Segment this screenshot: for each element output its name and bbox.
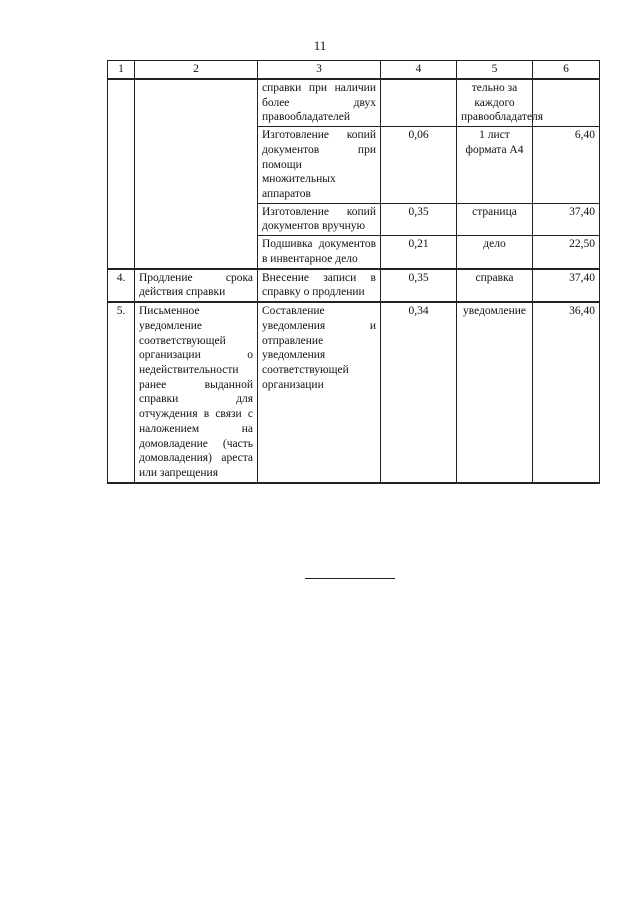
work-description: справки при наличии более двух правообладателей (258, 79, 381, 127)
work-description: Подшивка документов в инвентарное дело (258, 236, 381, 269)
unit-of-measure: страница (457, 203, 533, 235)
time-rate: 0,35 (381, 203, 457, 235)
price: 22,50 (533, 236, 600, 269)
unit-of-measure: тельно за каждого правообладателя (457, 79, 533, 127)
unit-of-measure: справка (457, 269, 533, 302)
row-number: 4. (108, 269, 135, 302)
work-description: Изготовление копий документов вручную (258, 203, 381, 235)
time-rate: 0,21 (381, 236, 457, 269)
table-row (108, 302, 600, 483)
time-rate (381, 79, 457, 127)
service-name (135, 79, 258, 127)
row-number (108, 236, 135, 269)
column-header: 6 (533, 61, 600, 80)
table-header-row (108, 61, 600, 80)
row-number (108, 79, 135, 127)
time-rate: 0,35 (381, 269, 457, 302)
price: 37,40 (533, 269, 600, 302)
price: 6,40 (533, 127, 600, 204)
unit-of-measure: 1 лист формата А4 (457, 127, 533, 204)
page-number: 11 (313, 38, 327, 53)
service-name (135, 236, 258, 269)
tariff-table (107, 60, 600, 484)
price: 37,40 (533, 203, 600, 235)
row-number (108, 127, 135, 204)
service-name (135, 127, 258, 204)
time-rate: 0,06 (381, 127, 457, 204)
time-rate: 0,34 (381, 302, 457, 483)
work-description: Изготовление копий документов при помощи множительных аппаратов (258, 127, 381, 204)
end-of-document-rule (305, 578, 395, 579)
row-number (108, 203, 135, 235)
table-row (108, 203, 600, 235)
column-header: 2 (135, 61, 258, 80)
price: 36,40 (533, 302, 600, 483)
table-row (108, 236, 600, 269)
unit-of-measure: уведомление (457, 302, 533, 483)
table-row (108, 79, 600, 127)
service-name: Продление срока действия справки (135, 269, 258, 302)
row-number: 5. (108, 302, 135, 483)
column-header: 4 (381, 61, 457, 80)
service-name (135, 203, 258, 235)
column-header: 3 (258, 61, 381, 80)
work-description: Составление уведомления и отправление уведомления соответствующей организации (258, 302, 381, 483)
table-row (108, 269, 600, 302)
column-header: 5 (457, 61, 533, 80)
table-row (108, 127, 600, 204)
service-name: Письменное уведомление соответствующей организации о недействительности ранее выданной справки для отчуждения в связи с наложением на домовладение (часть домовладения) ареста или запрещения (135, 302, 258, 483)
unit-of-measure: дело (457, 236, 533, 269)
work-description: Внесение записи в справку о продлении (258, 269, 381, 302)
column-header: 1 (108, 61, 135, 80)
